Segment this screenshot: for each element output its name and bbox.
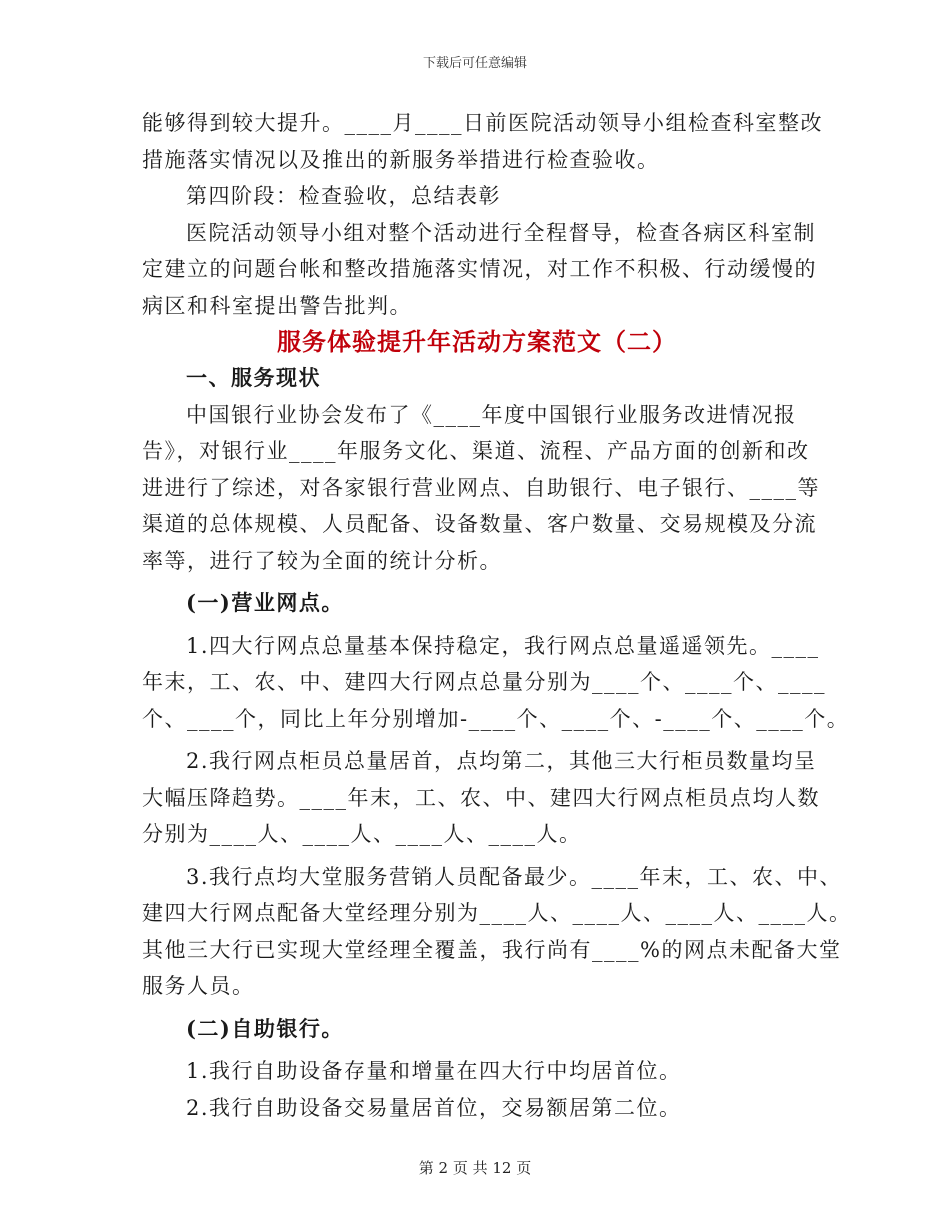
paragraph-line: 1.我行自助设备存量和增量在四大行中均居首位。 [186,1059,682,1083]
paragraph-line: 病区和科室提出警告批判。 [142,293,412,318]
subsection-heading: (一)营业网点。 [186,590,344,615]
paragraph-line: 建四大行网点配备大堂经理分别为____人、____人、____人、____人。 [142,901,852,925]
paragraph-line: 率等，进行了较为全面的统计分析。 [142,548,502,573]
paragraph-line: 告》，对银行业____年服务文化、渠道、流程、产品方面的创新和改 [142,439,810,463]
section-heading: 一、服务现状 [186,365,321,390]
page-number: 第 2 页 共 12 页 [418,1159,532,1177]
paragraph-line: 服务人员。 [142,974,255,998]
subsection-heading: (二)自助银行。 [186,1015,344,1041]
paragraph-line: 中国银行业协会发布了《____年度中国银行业服务改进情况报 [186,402,797,427]
paragraph-line: 其他三大行已实现大堂经理全覆盖，我行尚有____%的网点未配备大堂 [142,937,842,962]
paragraph-line: 2.我行网点柜员总量居首，点均第二，其他三大行柜员数量均呈 [186,749,817,773]
paragraph-line: 能够得到较大提升。____月____日前医院活动领导小组检查科室整改 [142,111,823,135]
header-note: 下载后可任意编辑 [422,56,527,71]
paragraph-line: 措施落实情况以及推出的新服务举措进行检查验收。 [142,147,660,172]
paragraph-line: 进进行了综述，对各家银行营业网点、自助银行、电子银行、____等 [142,475,820,500]
paragraph-line: 1.四大行网点总量基本保持稳定，我行网点总量遥遥领先。____ [186,633,820,658]
document-title: 服务体验提升年活动方案范文（二） [277,327,677,356]
paragraph-line: 分别为____人、____人、____人、____人。 [142,822,582,846]
paragraph-line: 定建立的问题台帐和整改措施落实情况，对工作不积极、行动缓慢的 [142,257,817,281]
paragraph-line: 大幅压降趋势。____年末，工、农、中、建四大行网点柜员点均人数 [142,785,820,810]
paragraph-line: 年末，工、农、中、建四大行网点总量分别为____个、____个、____ [142,670,826,694]
paragraph-line: 渠道的总体规模、人员配备、设备数量、客户数量、交易规模及分流 [142,512,817,536]
paragraph-line: 医院活动领导小组对整个活动进行全程督导，检查各病区科室制 [186,220,816,245]
phase-heading: 第四阶段：检查验收，总结表彰 [186,184,501,208]
paragraph-line: 3.我行点均大堂服务营销人员配备最少。____年末，工、农、中、 [186,864,843,889]
document-body [142,105,852,1126]
paragraph-line: 2.我行自助设备交易量居首位，交易额居第二位。 [186,1095,682,1120]
paragraph-line: 个、____个，同比上年分别增加-____个、____个、-____个、____个。 [142,706,850,731]
